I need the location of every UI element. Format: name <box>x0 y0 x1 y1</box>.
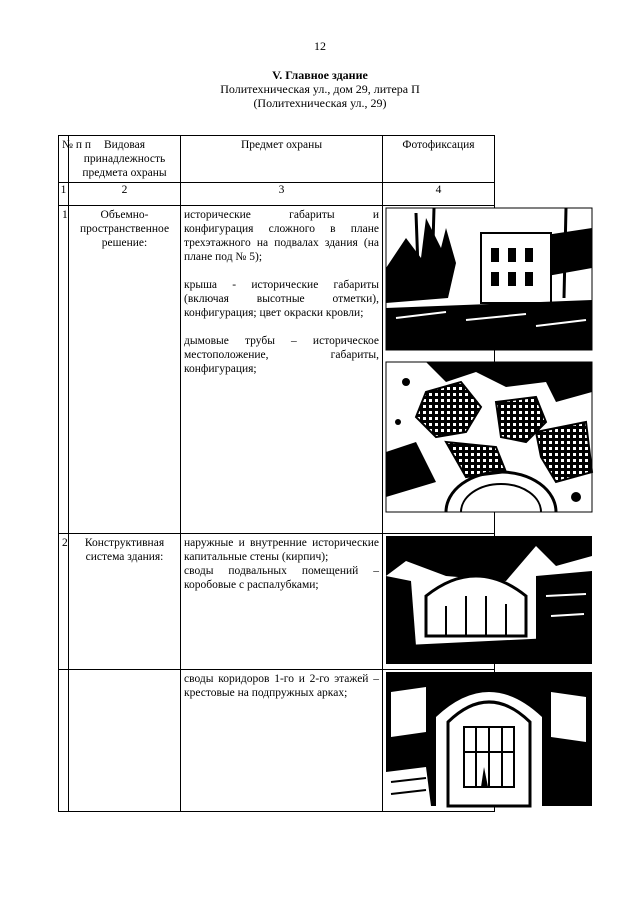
page-number: 12 <box>314 39 326 53</box>
row-photos <box>383 534 495 670</box>
header-no: № п п <box>59 136 69 183</box>
row-photos <box>383 670 495 812</box>
subject-paragraph: исторические габариты и конфигурация сложного в плане трехэтажного на подвалах здания (на плане под № 5); <box>184 209 379 263</box>
section-title: V. Главное здание <box>272 68 368 82</box>
column-number: 1 <box>59 183 69 206</box>
header-category: Видовая принадлежность предмета охраны <box>69 136 181 183</box>
row-subject <box>181 206 383 534</box>
section-heading <box>0 68 640 110</box>
site-plan-photo <box>386 362 592 512</box>
row-number: 2 <box>59 534 69 670</box>
row-number <box>59 670 69 812</box>
row-number: 1 <box>59 206 69 534</box>
column-number-row <box>59 183 495 206</box>
row-subject <box>181 670 383 812</box>
table-header-row <box>59 136 495 183</box>
row-photos <box>383 206 495 534</box>
subject-paragraph: крыша - исторические габариты (включая высотные отметки), конфигурация; цвет окраски кровли; <box>184 279 379 319</box>
row-subject <box>181 534 383 670</box>
subject-paragraph: дымовые трубы – историческое местоположение, габариты, конфигурация; <box>184 335 379 375</box>
subject-paragraph: своды коридоров 1-го и 2-го этажей – крестовые на подпружных арках; <box>184 673 379 699</box>
row-category: Объемно-пространственное решение: <box>69 206 181 534</box>
table-row <box>59 534 495 670</box>
section-address: Политехническая ул., дом 29, литера П <box>220 82 420 96</box>
subject-paragraph: своды подвальных помещений – коробовые с распалубками; <box>184 565 379 591</box>
table-row <box>59 670 495 812</box>
column-number: 3 <box>181 183 383 206</box>
section-address-alt: (Политехническая ул., 29) <box>253 96 387 110</box>
subject-paragraph: наружные и внутренние исторические капитальные стены (кирпич); <box>184 537 379 563</box>
column-number: 2 <box>69 183 181 206</box>
facade-photo <box>386 208 592 350</box>
arched-corridor-photo <box>386 672 592 806</box>
table-row <box>59 206 495 534</box>
basement-vault-photo <box>386 536 592 664</box>
header-subject: Предмет охраны <box>181 136 383 183</box>
header-photo: Фотофиксация <box>383 136 495 183</box>
protection-table <box>58 135 495 812</box>
row-category <box>69 670 181 812</box>
row-category: Конструктивная система здания: <box>69 534 181 670</box>
column-number: 4 <box>383 183 495 206</box>
